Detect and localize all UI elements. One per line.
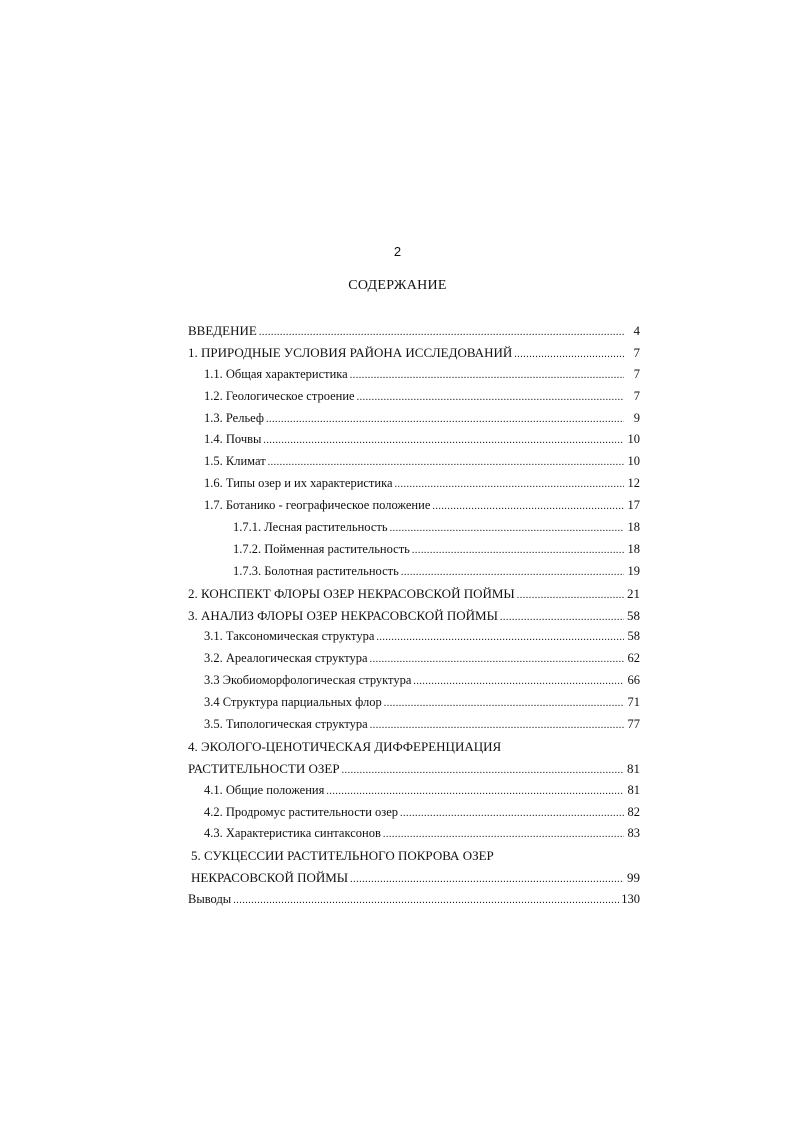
toc-entry-page: 58 <box>627 607 640 623</box>
toc-entry-page: 71 <box>627 695 640 710</box>
toc-entry-label: 3.1. Таксономическая структура <box>204 629 375 644</box>
toc-entry-label: РАСТИТЕЛЬНОСТИ ОЗЕР <box>188 760 340 776</box>
toc-entry-4-1 <box>188 780 640 802</box>
toc-entry-page: 17 <box>627 498 640 513</box>
toc-entry-label: 4.1. Общие положения <box>204 782 325 797</box>
toc-entry-3-1 <box>188 626 640 648</box>
toc-entry-chapter-1 <box>188 342 640 364</box>
toc-dot-leader <box>370 649 624 671</box>
toc-entry-label: 1.3. Рельеф <box>204 410 264 425</box>
toc-entry-1-3 <box>188 408 640 430</box>
toc-entry-label: 3.2. Ареалогическая структура <box>204 651 368 666</box>
toc-entry-1-7 <box>188 495 640 517</box>
toc-dot-leader <box>370 715 624 737</box>
toc-entry-page: 12 <box>627 476 640 491</box>
toc-entry-3-4 <box>188 692 640 714</box>
toc-dot-leader <box>326 781 624 803</box>
toc-dot-leader <box>350 869 624 891</box>
toc-entry-4-2 <box>188 802 640 824</box>
toc-dot-leader <box>350 365 624 387</box>
toc-entry-page: 7 <box>633 388 640 403</box>
toc-entry-page: 81 <box>627 782 640 797</box>
toc-entry-label: 2. КОНСПЕКТ ФЛОРЫ ОЗЕР НЕКРАСОВСКОЙ ПОЙМЫ <box>188 585 515 601</box>
toc-entry-page: 130 <box>621 892 640 907</box>
toc-entry-page: 66 <box>627 673 640 688</box>
toc-entry-page: 82 <box>627 804 640 819</box>
toc-entry-label: 4.3. Характеристика синтаксонов <box>204 826 381 841</box>
page-number: 2 <box>393 244 402 259</box>
toc-entry-label: 1.6. Типы озер и их характеристика <box>204 476 393 491</box>
toc-entry-label: 3.4 Структура парциальных флор <box>204 695 382 710</box>
toc-entry-page: 77 <box>627 717 640 732</box>
toc-entry-chapter-5-line-1 <box>188 845 640 867</box>
toc-entry-label: 1.7.3. Болотная растительность <box>233 563 399 578</box>
toc-dot-leader <box>266 409 624 431</box>
toc-entry-chapter-4-line-1 <box>188 736 640 758</box>
table-of-contents <box>188 320 640 911</box>
toc-entry-label: 3.5. Типологическая структура <box>204 717 368 732</box>
toc-dot-leader <box>401 562 624 584</box>
toc-entry-label: 1.7. Ботанико - географическое положение <box>204 498 431 513</box>
toc-entry-3-3 <box>188 670 640 692</box>
toc-entry-page: 19 <box>627 563 640 578</box>
toc-dot-leader <box>383 824 624 846</box>
toc-entry-1-7-3 <box>188 561 640 583</box>
toc-entry-label: 3. АНАЛИЗ ФЛОРЫ ОЗЕР НЕКРАСОВСКОЙ ПОЙМЫ <box>188 607 498 623</box>
toc-entry-label: Выводы <box>188 892 232 907</box>
toc-dot-leader <box>517 585 624 607</box>
toc-entry-4-3 <box>188 823 640 845</box>
toc-entry-page: 83 <box>627 826 640 841</box>
toc-entry-1-5 <box>188 451 640 473</box>
toc-entry-label: 1.1. Общая характеристика <box>204 366 348 381</box>
toc-entry-label: 1.2. Геологическое строение <box>204 388 355 403</box>
toc-entry-page: 4 <box>633 323 640 338</box>
toc-entry-chapter-4-line-2 <box>188 758 640 780</box>
toc-entry-label: 1.7.1. Лесная растительность <box>233 520 388 535</box>
toc-entry-1-7-1 <box>188 517 640 539</box>
toc-dot-leader <box>233 890 619 912</box>
toc-entry-conclusions <box>188 889 640 911</box>
toc-entry-page: 58 <box>627 629 640 644</box>
toc-entry-1-4 <box>188 429 640 451</box>
toc-entry-page: 99 <box>627 870 640 886</box>
toc-dot-leader <box>263 430 624 452</box>
toc-dot-leader <box>395 474 624 496</box>
toc-dot-leader <box>268 452 624 474</box>
toc-entry-chapter-2 <box>188 583 640 605</box>
toc-dot-leader <box>400 803 624 825</box>
toc-entry-page: 18 <box>627 520 640 535</box>
toc-entry-page: 18 <box>627 541 640 556</box>
toc-entry-label: ВВЕДЕНИЕ <box>188 323 257 338</box>
toc-entry-3-2 <box>188 648 640 670</box>
toc-entry-label: 1. ПРИРОДНЫЕ УСЛОВИЯ РАЙОНА ИССЛЕДОВАНИЙ <box>188 344 513 360</box>
toc-entry-label: 1.5. Климат <box>204 454 266 469</box>
toc-title: СОДЕРЖАНИЕ <box>348 278 447 293</box>
toc-dot-leader <box>432 496 624 518</box>
toc-entry-chapter-5-line-2 <box>188 867 640 889</box>
toc-entry-label: 1.4. Почвы <box>204 432 262 447</box>
toc-dot-leader <box>259 322 624 344</box>
toc-dot-leader <box>500 607 624 629</box>
toc-entry-1-7-2 <box>188 539 640 561</box>
toc-entry-page: 9 <box>633 410 640 425</box>
toc-entry-1-6 <box>188 473 640 495</box>
toc-entry-page: 10 <box>627 454 640 469</box>
toc-dot-leader <box>390 518 624 540</box>
toc-entry-label: 3.3 Экобиоморфологическая структура <box>204 673 412 688</box>
toc-entry-page: 7 <box>633 366 640 381</box>
toc-dot-leader <box>376 627 624 649</box>
toc-entry-label: 4. ЭКОЛОГО-ЦЕНОТИЧЕСКАЯ ДИФФЕРЕНЦИАЦИЯ <box>188 738 502 754</box>
toc-entry-page: 81 <box>627 760 640 776</box>
toc-dot-leader <box>342 760 624 782</box>
toc-dot-leader <box>384 693 624 715</box>
toc-entry-3-5 <box>188 714 640 736</box>
toc-entry-chapter-3 <box>188 605 640 627</box>
toc-entry-label: 1.7.2. Пойменная растительность <box>233 541 410 556</box>
toc-entry-1-1 <box>188 364 640 386</box>
toc-dot-leader <box>357 387 624 409</box>
toc-entry-1-2 <box>188 386 640 408</box>
toc-dot-leader <box>413 671 624 693</box>
toc-entry-introduction <box>188 320 640 342</box>
toc-entry-page: 21 <box>627 585 640 601</box>
toc-entry-label: 5. СУКЦЕССИИ РАСТИТЕЛЬНОГО ПОКРОВА ОЗЕР <box>191 848 494 864</box>
toc-dot-leader <box>412 540 624 562</box>
toc-dot-leader <box>514 344 624 366</box>
toc-entry-label: 4.2. Продромус растительности озер <box>204 804 399 819</box>
toc-entry-page: 7 <box>633 344 640 360</box>
toc-entry-page: 10 <box>627 432 640 447</box>
toc-entry-label: НЕКРАСОВСКОЙ ПОЙМЫ <box>191 870 349 886</box>
toc-entry-page: 62 <box>627 651 640 666</box>
